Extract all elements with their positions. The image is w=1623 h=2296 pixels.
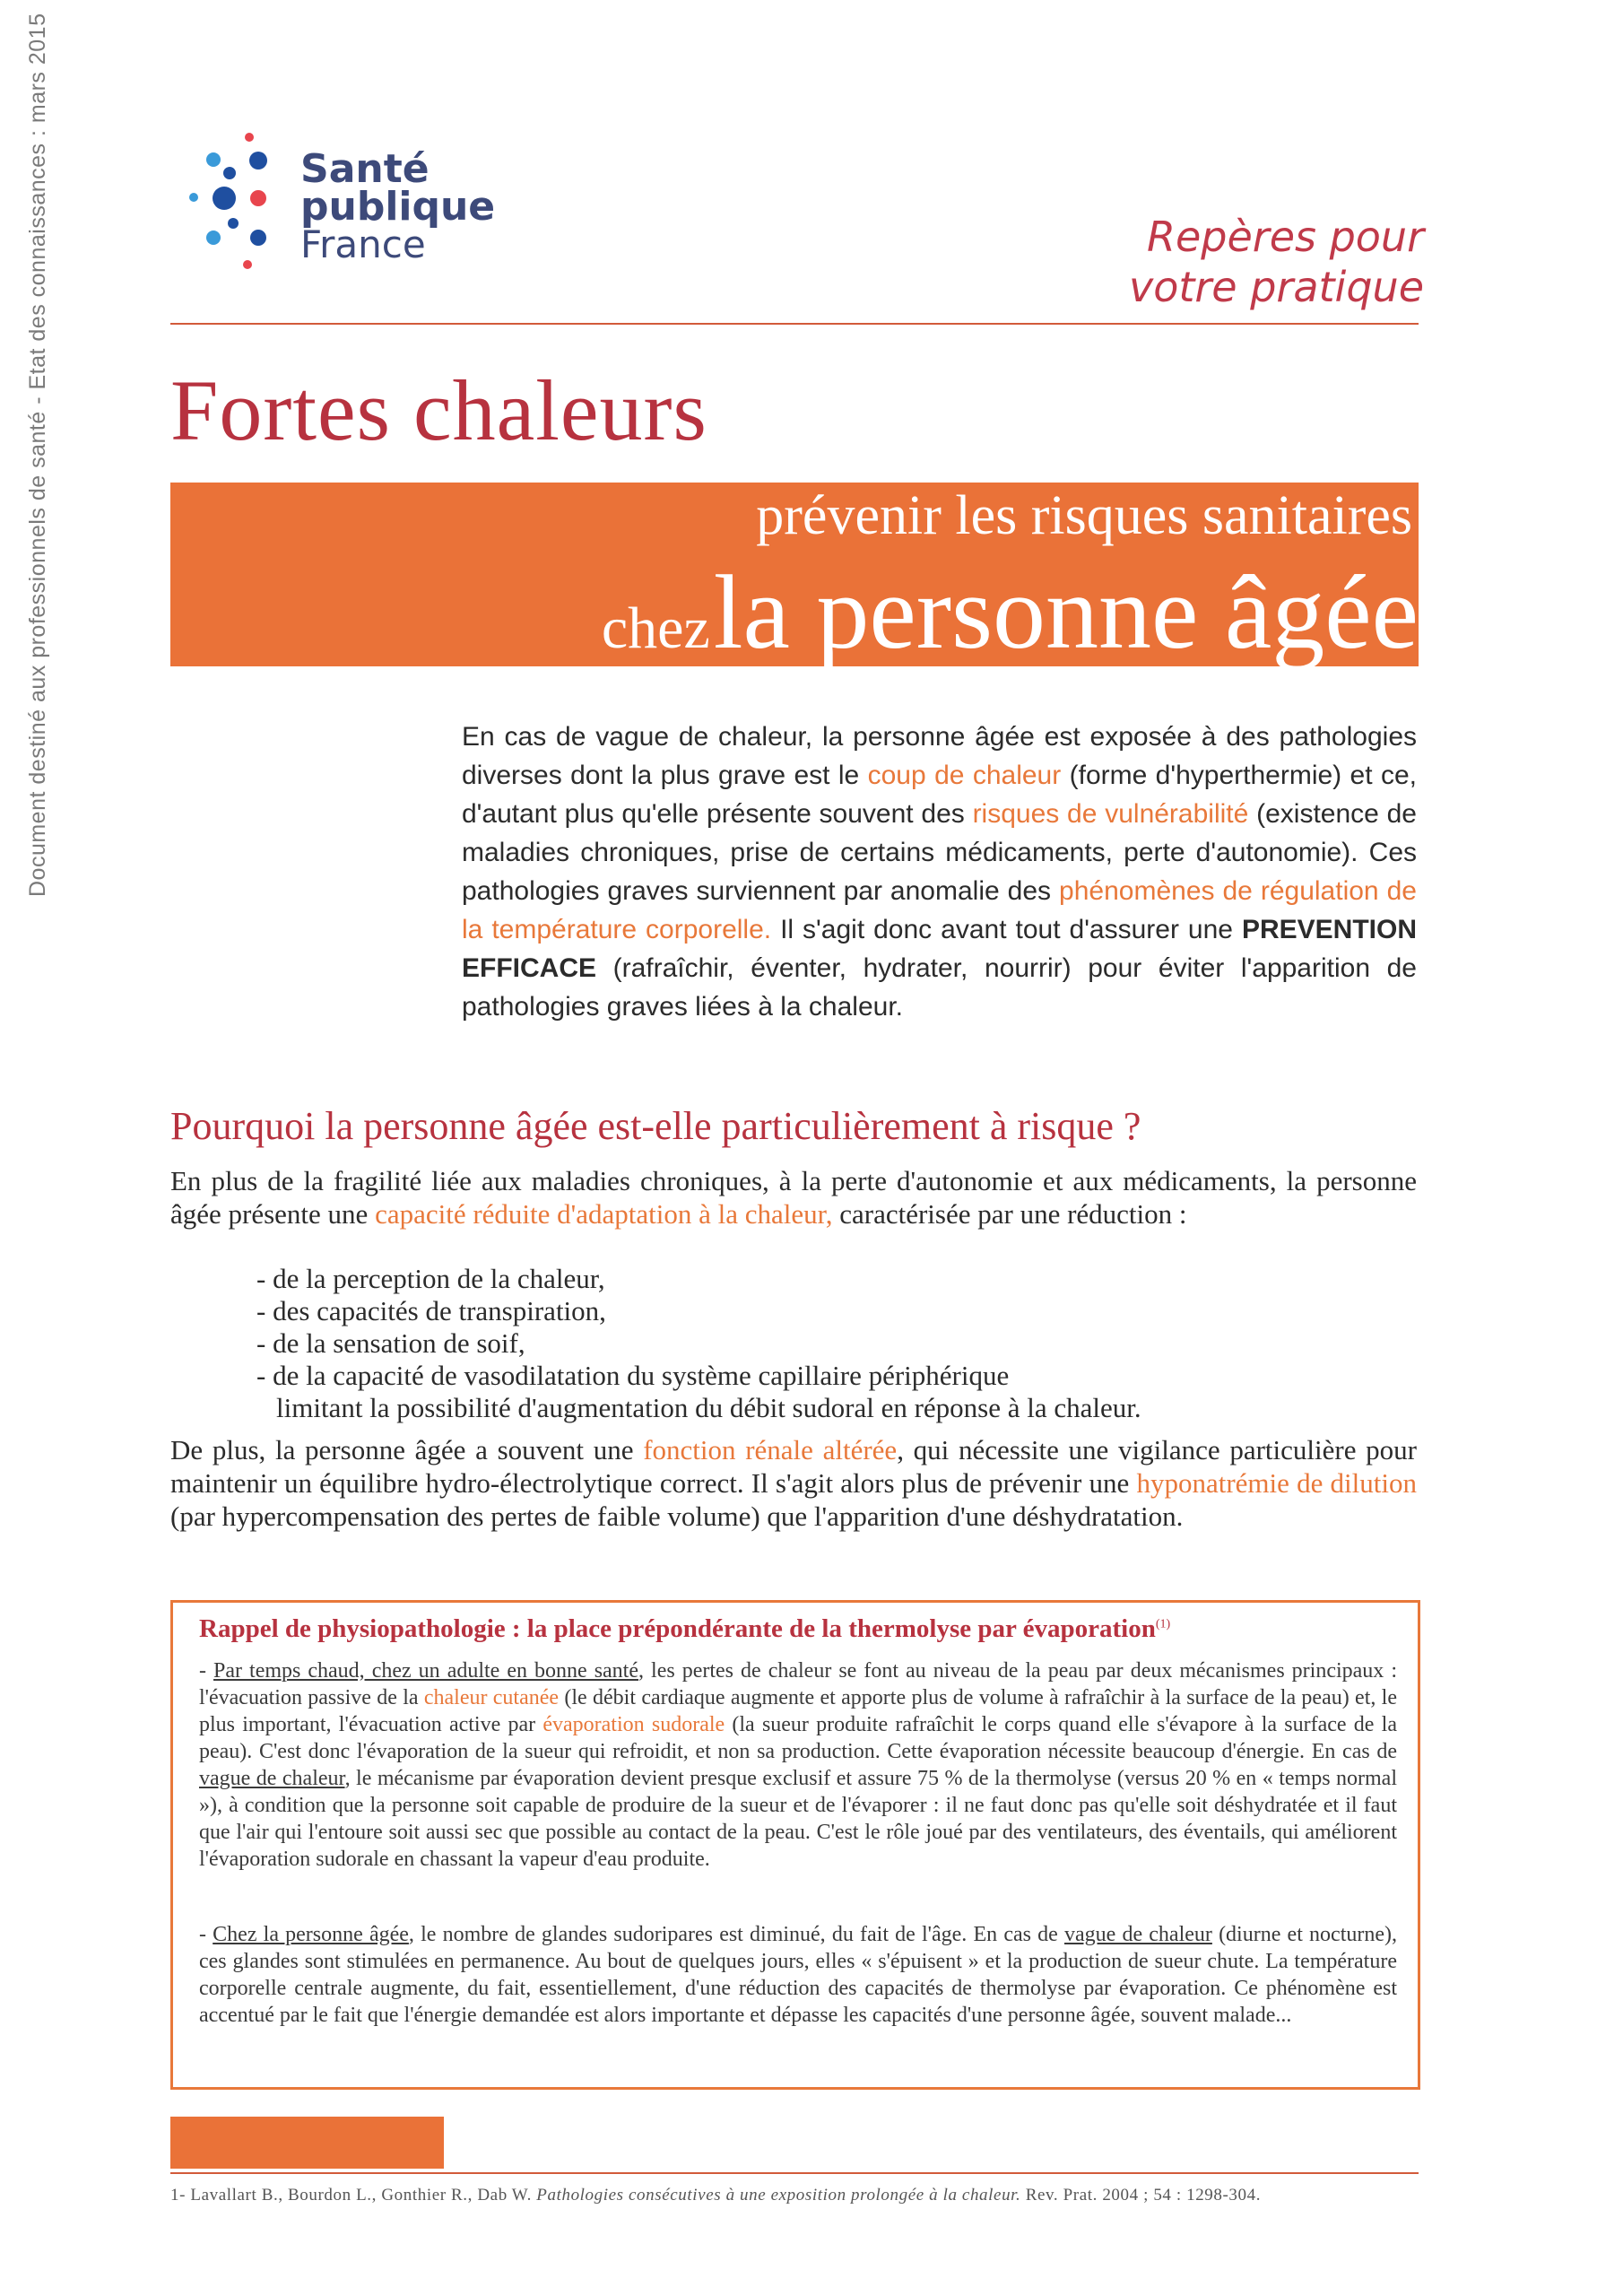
box-text: - [199, 1659, 214, 1683]
underlined-text: vague de chaleur [1063, 1923, 1212, 1946]
list-item: - de la sensation de soif, [256, 1327, 525, 1359]
page-title: Fortes chaleurs [170, 362, 707, 458]
highlight-chaleur-cutanee: chaleur cutanée [423, 1686, 560, 1709]
body-text: De plus, la personne âgée a souvent une [170, 1434, 644, 1465]
list-item: - des capacités de transpiration, [256, 1295, 606, 1326]
list-item: - de la perception de la chaleur, [256, 1263, 605, 1294]
highlight-evaporation-sudorale: évaporation sudorale [542, 1713, 725, 1736]
intro-text: (existence de maladies chroniques, prise de certains médicaments, perte d'autonomie). Ces pathologies graves surviennent par anomalie des [462, 799, 1417, 906]
highlight-fonction-renale: fonction rénale altérée [643, 1434, 898, 1465]
section-paragraph-2 [170, 1433, 1417, 1533]
highlight-coup-de-chaleur: coup de chaleur [867, 761, 1062, 790]
underlined-text: vague de chaleur [199, 1767, 345, 1790]
box-title [199, 1614, 1170, 1644]
banner-chez: chez [601, 596, 710, 661]
intro-text: (rafraîchir, éventer, hydrater, nourrir) pour éviter l'apparition de pathologies graves liées à la chaleur. [462, 953, 1417, 1022]
intro-text: Il s'agit donc avant tout d'assurer une [771, 915, 1242, 944]
body-text: En plus de la fragilité liée aux maladies chroniques, à la perte d'autonomie et aux médicaments, la personne âgée présente une [170, 1165, 1417, 1230]
box-text: (diurne et nocturne), ces glandes sont stimulées en permanence. Au bout de quelques jours, elles « s'épuisent » et la production de sueur chute. La température corporelle centrale augmente, du fait, essentiellement, d'une réduction des capacités de thermolyse par évaporation. Ce phénomène est accentué par le fait que l'énergie demandée est alors importante et dépasse les capacités d'une personne âgée, souvent malade... [199, 1923, 1397, 2027]
list-item: - de la capacité de vasodilatation du système capillaire périphérique [256, 1360, 1010, 1391]
banner-big-text: la personne âgée [713, 553, 1419, 671]
footnote-ref: (1) [1155, 1617, 1171, 1631]
highlight-risques-vulnerabilite: risques de vulnérabilité [972, 799, 1249, 829]
section-heading: Pourquoi la personne âgée est-elle particulièrement à risque ? [170, 1104, 1141, 1148]
footnote-text: 1- Lavallart B., Bourdon L., Gonthier R., Dab W. [170, 2186, 537, 2205]
box-text: , le mécanisme par évaporation devient presque exclusif et assure 75 % de la thermolyse (versus 20 % en « temps normal »), à condition que la personne soit capable de produire de la sueur et de l'évaporer : il ne faut donc pas qu'elle soit déshydratée et il faut que l'air qui l'entoure soit aussi sec que possible au contact de la peau. C'est le rôle joué par des ventilateurs, des éventails, qui améliorent l'évaporation sudorale en chassant la vapeur d'eau produite. [199, 1767, 1398, 1871]
logo-line-2: publique [300, 184, 496, 230]
box-paragraph-2 [199, 1921, 1397, 2029]
reperes-line-2: votre pratique [1128, 263, 1424, 311]
box-text: - [199, 1923, 213, 1946]
underlined-text: Par temps chaud, chez un adulte en bonne santé [213, 1659, 639, 1683]
footnote-text: Rev. Prat. 2004 ; 54 : 1298-304. [1020, 2186, 1262, 2205]
footer-divider [170, 2172, 1419, 2174]
highlight-capacite-reduite: capacité réduite d'adaptation à la chaleur, [375, 1198, 833, 1230]
highlight-regulation-temperature: phénomènes de régulation de la température corporelle. [462, 876, 1417, 944]
footnote-title: Pathologies consécutives à une exposition prolongée à la chaleur. [536, 2186, 1021, 2205]
banner-line-2 [602, 552, 1419, 674]
logo-line-3: France [300, 222, 426, 266]
section-paragraph-1 [170, 1164, 1417, 1231]
body-text: (par hypercompensation des pertes de faible volume) que l'apparition d'une déshydratation. [170, 1500, 1184, 1532]
underlined-text: Chez la personne âgée [213, 1923, 409, 1946]
box-paragraph-1 [199, 1657, 1397, 1873]
box-text: , le nombre de glandes sudoripares est diminué, du fait de l'âge. En cas de [408, 1923, 1064, 1946]
box-text: (le débit cardiaque augmente et apporte plus de volume à rafraîchir à la surface de la peau) et, le plus important, l'évacuation active par [199, 1686, 1397, 1736]
footnote [170, 2186, 1261, 2205]
intro-text: (forme d'hyperthermie) et ce, d'autant plus qu'elle présente souvent des [462, 761, 1417, 829]
reperes-line-1: Repères pour [1147, 213, 1424, 261]
footer-orange-bar [170, 2117, 444, 2169]
list-item-continuation: limitant la possibilité d'augmentation du débit sudoral en réponse à la chaleur. [276, 1392, 1141, 1423]
sidebar-vertical-text: Document destiné aux professionnels de santé - Etat des connaissances : mars 2015 [25, 13, 50, 897]
body-text: caractérisée par une réduction : [832, 1198, 1187, 1230]
logo-wordmark [300, 146, 496, 266]
intro-paragraph [462, 718, 1417, 1026]
intro-text: En cas de vague de chaleur, la personne âgée est exposée à des pathologies diverses dont la plus grave est le [462, 722, 1417, 790]
header-reperes [1129, 212, 1424, 312]
emphasis-prevention-efficace: PREVENTION EFFICACE [462, 915, 1417, 983]
reduction-list [256, 1263, 1141, 1424]
sante-publique-france-logo-icon [187, 130, 303, 309]
highlight-hyponatremie: hyponatrémie de dilution [1136, 1467, 1417, 1499]
banner-line-1: prévenir les risques sanitaires [756, 485, 1412, 546]
box-title-text: Rappel de physiopathologie : la place prépondérante de la thermolyse par évaporation [199, 1614, 1156, 1643]
box-text: , les pertes de chaleur se font au niveau de la peau par deux mécanismes principaux : l'évacuation passive de la [199, 1659, 1397, 1709]
box-text: (la sueur produite rafraîchit le corps quand elle s'évapore à la surface de la peau). C'est donc l'évaporation de la sueur qui refroidit, et non sa production. Cette évaporation nécessite beaucoup d'énergie. En cas de [199, 1713, 1398, 1763]
header-divider [170, 323, 1419, 325]
body-text: , qui nécessite une vigilance particulière pour maintenir un équilibre hydro-électrolytique correct. Il s'agit alors plus de prévenir une [170, 1434, 1417, 1499]
logo-line-1: Santé [300, 146, 430, 192]
